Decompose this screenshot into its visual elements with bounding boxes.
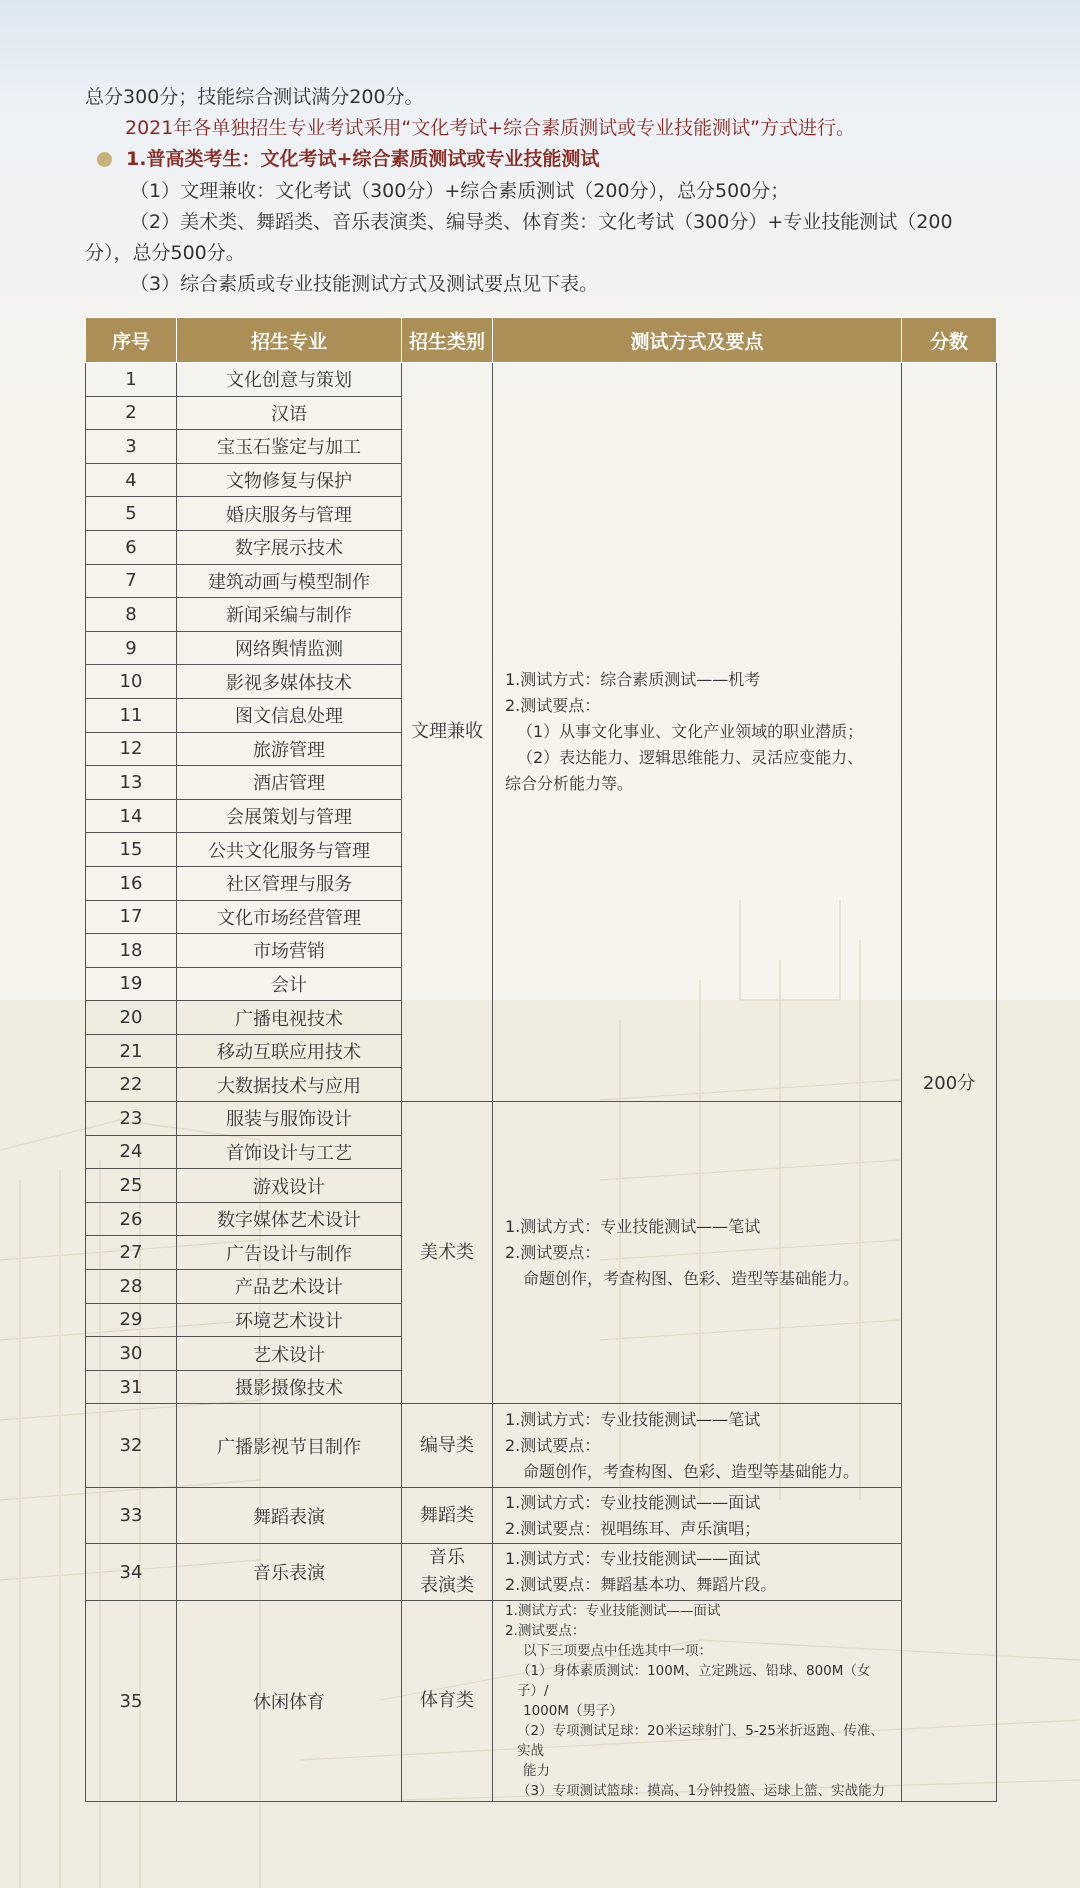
cell-major: 产品艺术设计 (177, 1270, 402, 1304)
cell-major: 市场营销 (177, 934, 402, 968)
cell-no: 31 (86, 1370, 177, 1404)
cell-major: 广告设计与制作 (177, 1236, 402, 1270)
cell-category: 体育类 (402, 1601, 493, 1802)
header-score: 分数 (902, 318, 997, 363)
header-method: 测试方式及要点 (493, 318, 902, 363)
cell-major: 宝玉石鉴定与加工 (177, 430, 402, 464)
cell-major: 音乐表演 (177, 1544, 402, 1601)
cell-no: 30 (86, 1337, 177, 1371)
cell-no: 13 (86, 766, 177, 800)
cell-no: 1 (86, 363, 177, 397)
intro-line-2: 2021年各单独招生专业考试采用“文化考试+综合素质测试或专业技能测试”方式进行。 (125, 117, 855, 139)
cell-no: 21 (86, 1034, 177, 1068)
section-heading-text: 1.普高类考生：文化考试+综合素质测试或专业技能测试 (126, 148, 600, 170)
cell-method (493, 1488, 902, 1544)
cell-no: 4 (86, 463, 177, 497)
cell-no: 12 (86, 732, 177, 766)
cell-score: 200分 (902, 363, 997, 1802)
cell-major: 图文信息处理 (177, 698, 402, 732)
cell-major: 酒店管理 (177, 766, 402, 800)
cell-no: 29 (86, 1303, 177, 1337)
cell-no: 33 (86, 1488, 177, 1544)
cell-method (493, 1544, 902, 1601)
cell-no: 5 (86, 497, 177, 531)
cell-no: 32 (86, 1404, 177, 1488)
cell-major: 网络舆情监测 (177, 631, 402, 665)
cell-method (493, 1404, 902, 1488)
cell-major: 广播电视技术 (177, 1001, 402, 1035)
cell-no: 16 (86, 866, 177, 900)
method-line: 1.测试方式：专业技能测试——面试 (505, 1603, 721, 1620)
cell-major: 摄影摄像技术 (177, 1370, 402, 1404)
cell-no: 35 (86, 1601, 177, 1802)
cell-no: 7 (86, 564, 177, 598)
cell-major: 社区管理与服务 (177, 866, 402, 900)
method-line: 1.测试方式：综合素质测试——机考 (505, 670, 761, 690)
cell-major: 大数据技术与应用 (177, 1068, 402, 1102)
cell-major: 建筑动画与模型制作 (177, 564, 402, 598)
cell-category (402, 1544, 493, 1601)
cell-no: 6 (86, 530, 177, 564)
cell-no: 25 (86, 1169, 177, 1203)
cell-method (493, 1102, 902, 1404)
cell-method (493, 363, 902, 1102)
section-item-3: （3）综合素质或专业技能测试方式及测试要点见下表。 (130, 273, 599, 295)
cell-major: 旅游管理 (177, 732, 402, 766)
cell-no: 15 (86, 833, 177, 867)
section-item-2: （2）美术类、舞蹈类、音乐表演类、编导类、体育类：文化考试（300分）+专业技能测试（200 (130, 211, 953, 233)
cell-no: 26 (86, 1202, 177, 1236)
cell-major: 新闻采编与制作 (177, 598, 402, 632)
cell-major: 广播影视节目制作 (177, 1404, 402, 1488)
method-line: 2.测试要点：视唱练耳、声乐演唱； (505, 1518, 761, 1538)
method-line: 综合分析能力等。 (505, 774, 634, 794)
method-line: 1000M（男子） (523, 1703, 624, 1720)
method-line: （2）专项测试足球：20米运球射门、5-25米折返跑、传准、实战 (517, 1723, 884, 1760)
cell-major: 移动互联应用技术 (177, 1034, 402, 1068)
intro-line-1: 总分300分；技能综合测试满分200分。 (85, 86, 424, 108)
cell-no: 2 (86, 396, 177, 430)
method-line: 以下三项要点中任选其中一项： (523, 1643, 712, 1660)
section-item-1: （1）文理兼收：文化考试（300分）+综合素质测试（200分），总分500分； (130, 180, 790, 202)
method-line: 2.测试要点： (505, 696, 601, 716)
cell-major: 游戏设计 (177, 1169, 402, 1203)
table-row (86, 1488, 997, 1544)
cell-no: 23 (86, 1102, 177, 1136)
cell-major: 数字媒体艺术设计 (177, 1202, 402, 1236)
cell-major: 会计 (177, 967, 402, 1001)
method-line: 命题创作，考查构图、色彩、造型等基础能力。 (523, 1268, 860, 1288)
method-line: 1.测试方式：专业技能测试——面试 (505, 1492, 761, 1512)
table-header-row (86, 318, 997, 363)
cell-no: 17 (86, 900, 177, 934)
table-row (86, 1544, 997, 1601)
method-line: 1.测试方式：专业技能测试——面试 (505, 1549, 761, 1569)
cell-no: 8 (86, 598, 177, 632)
cell-major: 首饰设计与工艺 (177, 1135, 402, 1169)
method-line: 2.测试要点：舞蹈基本功、舞蹈片段。 (505, 1575, 777, 1595)
cell-major: 会展策划与管理 (177, 799, 402, 833)
cell-no: 18 (86, 934, 177, 968)
cell-category: 美术类 (402, 1102, 493, 1404)
method-line: 能力 (523, 1763, 550, 1780)
cell-major: 数字展示技术 (177, 530, 402, 564)
table-row (86, 1404, 997, 1488)
method-line: （3）专项测试篮球：摸高、1分钟投篮、运球上篮、实战能力 (517, 1783, 886, 1800)
method-line: 1.测试方式：专业技能测试——笔试 (505, 1409, 761, 1429)
method-line: （1）身体素质测试：100M、立定跳远、铅球、800M（女子）/ (517, 1663, 871, 1700)
header-major: 招生专业 (177, 318, 402, 363)
cell-major: 文物修复与保护 (177, 463, 402, 497)
method-line: 2.测试要点： (505, 1242, 601, 1262)
cell-no: 14 (86, 799, 177, 833)
cell-no: 24 (86, 1135, 177, 1169)
cell-major: 舞蹈表演 (177, 1488, 402, 1544)
cell-major: 服装与服饰设计 (177, 1102, 402, 1136)
cell-major: 环境艺术设计 (177, 1303, 402, 1337)
cell-no: 11 (86, 698, 177, 732)
cell-major: 艺术设计 (177, 1337, 402, 1371)
cell-major: 婚庆服务与管理 (177, 497, 402, 531)
cell-method (493, 1601, 902, 1802)
cell-no: 3 (86, 430, 177, 464)
header-no: 序号 (86, 318, 177, 363)
method-line: （1）从事文化事业、文化产业领域的职业潜质； (517, 722, 864, 742)
cell-no: 22 (86, 1068, 177, 1102)
table-row (86, 1102, 997, 1136)
cell-no: 19 (86, 967, 177, 1001)
cell-no: 28 (86, 1270, 177, 1304)
category-line: 表演类 (420, 1575, 474, 1597)
cell-major: 影视多媒体技术 (177, 665, 402, 699)
cell-no: 9 (86, 631, 177, 665)
cell-no: 34 (86, 1544, 177, 1601)
cell-category: 舞蹈类 (402, 1488, 493, 1544)
method-line: 命题创作，考查构图、色彩、造型等基础能力。 (523, 1461, 860, 1481)
method-line: （2）表达能力、逻辑思维能力、灵活应变能力、 (517, 748, 864, 768)
section-heading (97, 144, 599, 174)
cell-no: 20 (86, 1001, 177, 1035)
method-line: 2.测试要点： (505, 1435, 601, 1455)
method-line: 1.测试方式：专业技能测试——笔试 (505, 1216, 761, 1236)
cell-no: 10 (86, 665, 177, 699)
cell-major: 休闲体育 (177, 1601, 402, 1802)
table-row (86, 1601, 997, 1802)
category-line: 音乐 (429, 1547, 465, 1569)
cell-major: 汉语 (177, 396, 402, 430)
cell-category: 编导类 (402, 1404, 493, 1488)
table-row (86, 363, 997, 397)
cell-major: 文化创意与策划 (177, 363, 402, 397)
cell-major: 文化市场经营管理 (177, 900, 402, 934)
method-line: 2.测试要点： (505, 1623, 586, 1640)
admission-test-table (85, 317, 997, 1802)
cell-major: 公共文化服务与管理 (177, 833, 402, 867)
section-item-2-cont: 分），总分500分。 (85, 242, 245, 264)
cell-category: 文理兼收 (402, 363, 493, 1102)
cell-no: 27 (86, 1236, 177, 1270)
header-category: 招生类别 (402, 318, 493, 363)
